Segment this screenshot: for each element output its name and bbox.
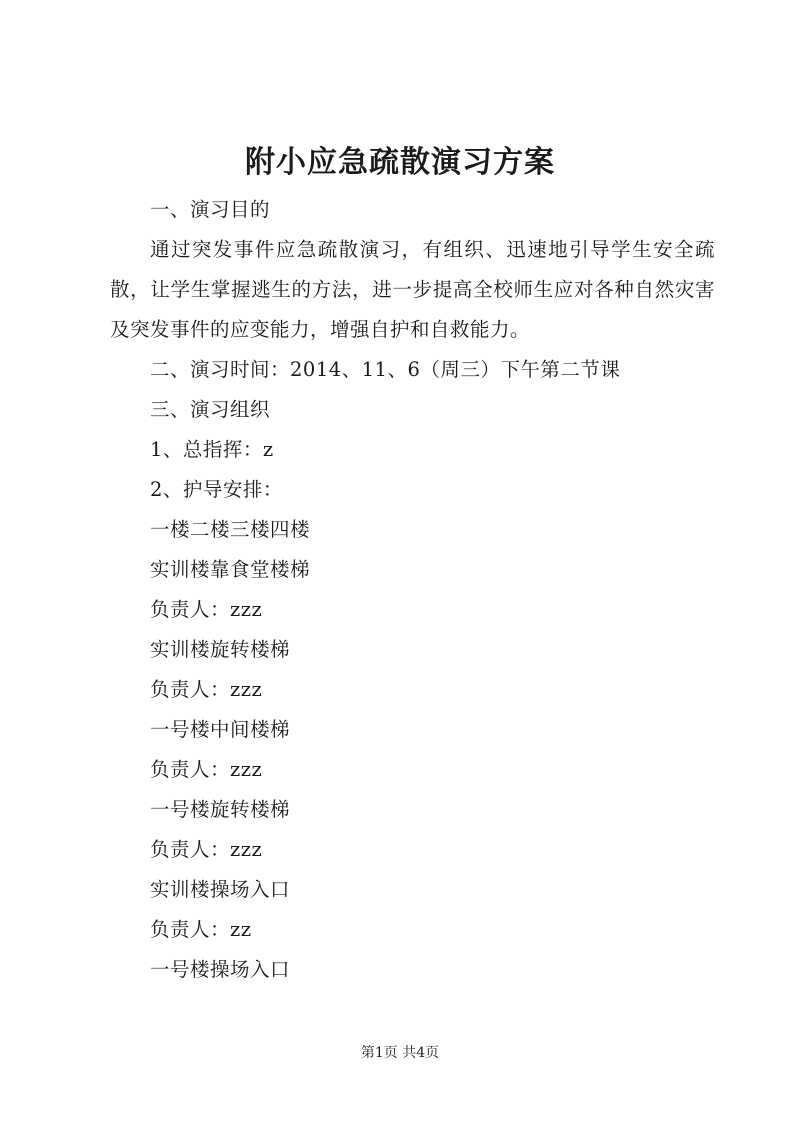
document-body: [110, 190, 715, 990]
location-line: 实训楼旋转楼梯: [150, 638, 291, 661]
person-in-charge-line: 负责人：zzz: [150, 678, 263, 701]
person-in-charge-line: 负责人：zzz: [150, 838, 263, 861]
person-in-charge-line: 负责人：zzz: [150, 758, 263, 781]
duty-arrangement-line: 2、护导安排：: [150, 478, 283, 501]
document-title: 附小应急疏散演习方案: [245, 145, 555, 180]
section-heading-organization: 三、演习组织: [150, 398, 271, 421]
person-in-charge-line: 负责人：zzz: [150, 598, 263, 621]
location-line: 一号楼旋转楼梯: [150, 798, 291, 821]
commander-line: 1、总指挥：z: [150, 438, 274, 461]
location-line: 一号楼操场入口: [150, 958, 291, 981]
purpose-paragraph: 通过突发事件应急疏散演习，有组织、迅速地引导学生安全疏散，让学生掌握逃生的方法，进一步提高全校师生应对各种自然灾害及突发事件的应变能力，增强自护和自救能力。: [110, 238, 715, 341]
page-number-footer: 第1页 共4页: [360, 1045, 440, 1061]
section-heading-time: 二、演习时间：2014、11、6（周三）下午第二节课: [150, 358, 621, 381]
floors-line: 一楼二楼三楼四楼: [150, 518, 311, 541]
location-line: 实训楼操场入口: [150, 878, 291, 901]
section-heading-purpose: 一、演习目的: [150, 198, 271, 221]
person-in-charge-line: 负责人：zz: [150, 918, 252, 941]
location-line: 一号楼中间楼梯: [150, 718, 291, 741]
location-line: 实训楼靠食堂楼梯: [150, 558, 311, 581]
